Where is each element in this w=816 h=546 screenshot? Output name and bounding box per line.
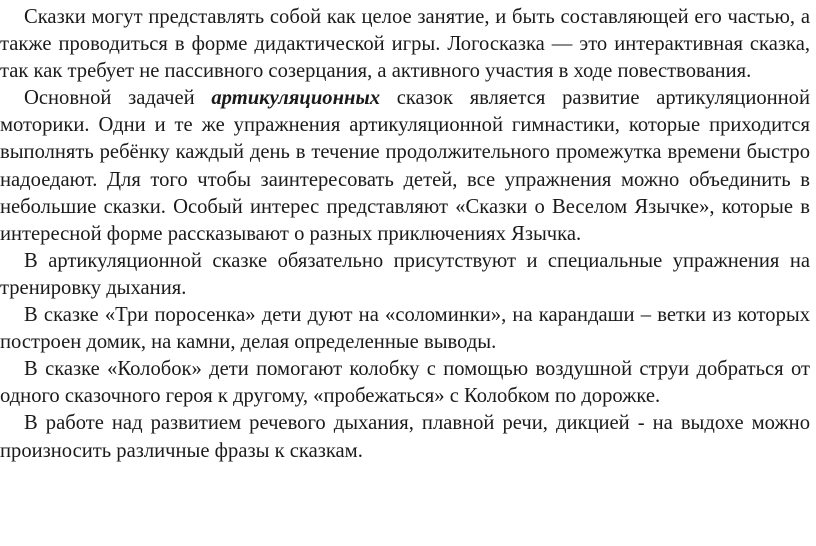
emphasized-term: артикуляционных <box>211 87 381 110</box>
paragraph-text-before: Основной задачей <box>24 87 212 110</box>
paragraph-logoskazka: Сказки могут представлять собой как целое занятие, и быть составляющей его частью, а также проводиться в форме дидактической игры. Логосказка — это интерактивная сказка, так как требует не пассивного созерцания, а активного участия в ходе повествования. <box>0 6 810 83</box>
paragraph-speech-breathing: В работе над развитием речевого дыхания, плавной речи, дикцией - на выдохе можно произносить различные фразы к сказкам. <box>0 412 810 462</box>
paragraph-articulation-tales <box>0 85 810 248</box>
paragraph-text-after: сказок является развитие артикуляционной моторики. Одни и те же упражнения артикуляционной гимнастики, которые приходится выполнять ребёнку каждый день в течение продолжительного промежутка времени быстро надоедают. Для того чтобы заинтересовать детей, все упражнения можно объединить в небольшие сказки. Особый интерес представляют «Сказки о Веселом Язычке», которые в интересной форме рассказывают о разных приключениях Язычка. <box>0 87 810 245</box>
paragraph-breathing-exercises: В артикуляционной сказке обязательно присутствуют и специальные упражнения на тренировку дыхания. <box>0 249 810 299</box>
paragraph-kolobok: В сказке «Колобок» дети помогают колобку с помощью воздушной струи добраться от одного сказочного героя к другому, «пробежаться» с Колобком по дорожке. <box>0 358 810 408</box>
paragraph-three-piglets: В сказке «Три поросенка» дети дуют на «соломинки», на карандаши – ветки из которых построен домик, на камни, делая определенные выводы. <box>0 304 810 354</box>
